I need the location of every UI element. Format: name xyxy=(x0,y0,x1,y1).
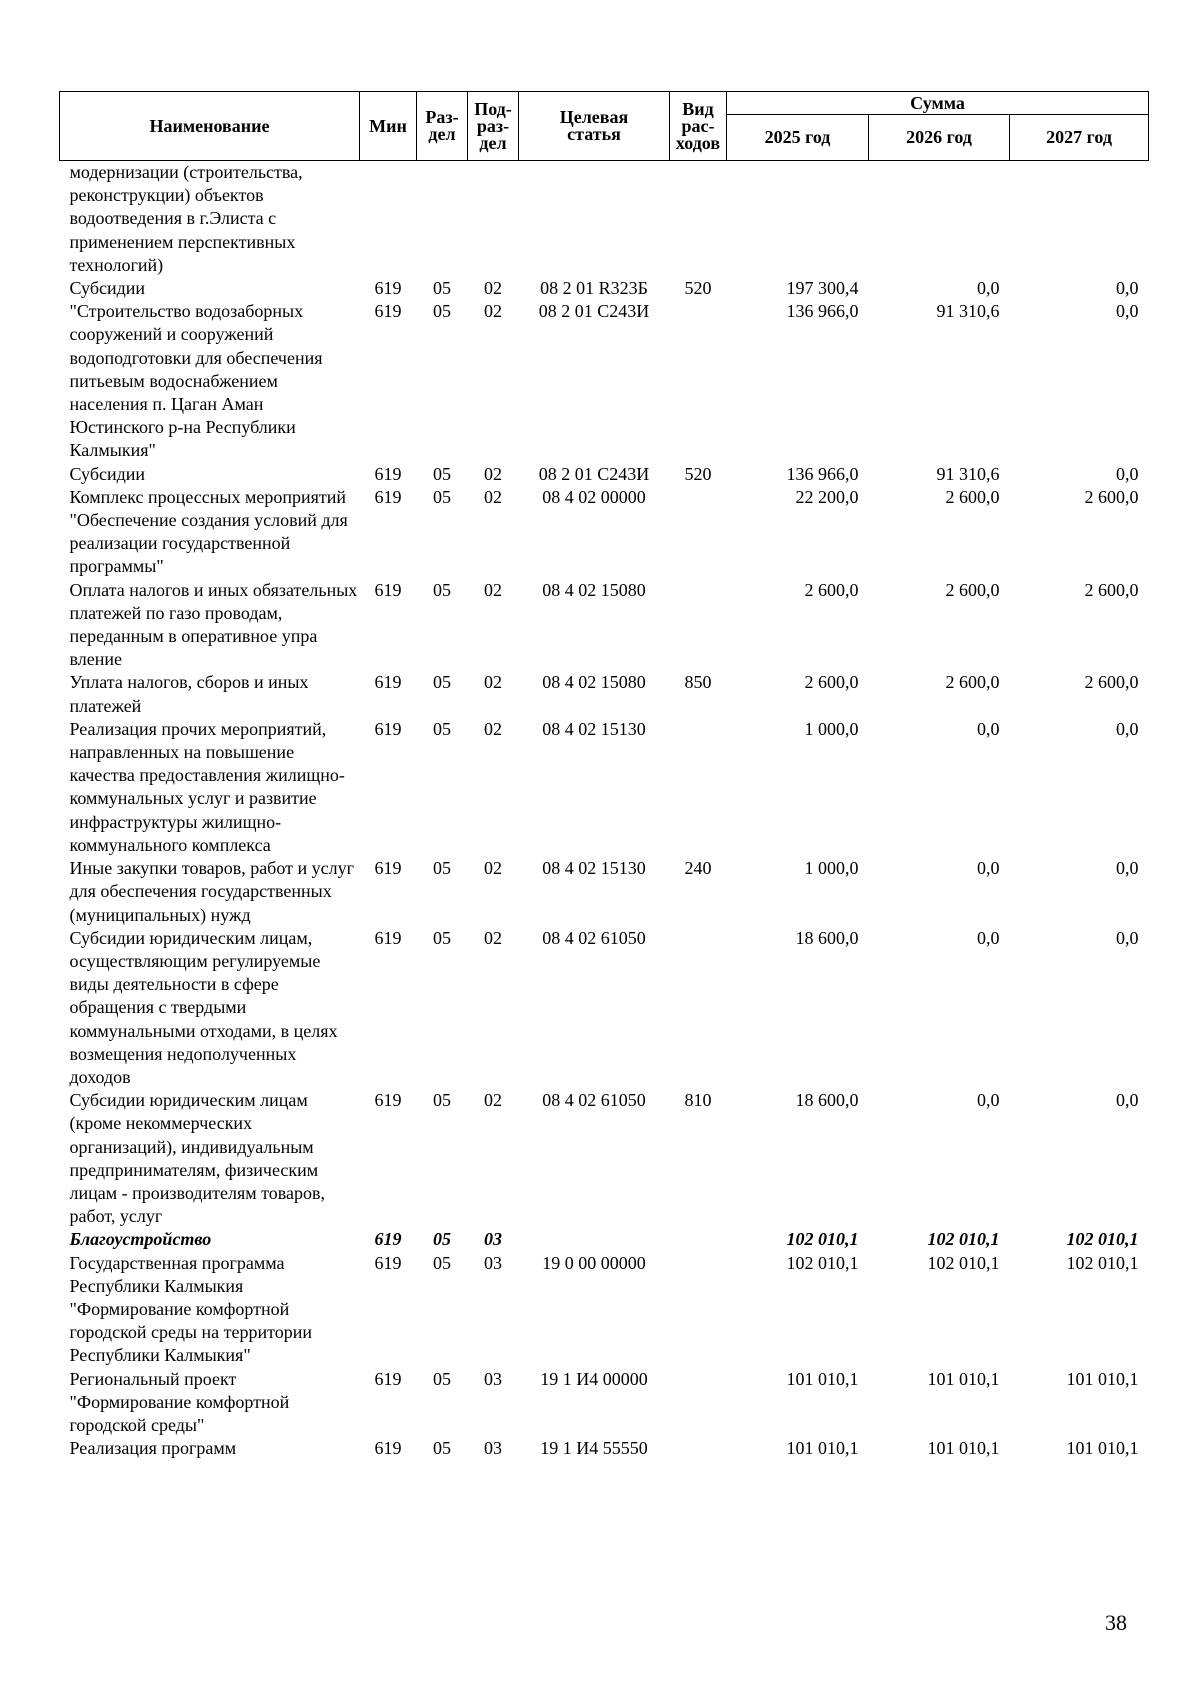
row-podrazdel: 02 xyxy=(484,278,502,299)
row-min: 619 xyxy=(374,463,402,484)
header-min: Мин xyxy=(360,92,417,161)
row-name: Субсидии xyxy=(69,278,146,299)
header-podrazdel: Под- раз- дел xyxy=(468,92,519,161)
row-vid: 520 xyxy=(684,463,712,484)
continuation-text: модернизации (строительства, реконструкции) объектов водоотведения в г.Элиста с применением перспективных технологий) xyxy=(69,162,303,275)
row-razdel: 05 xyxy=(433,1229,451,1250)
row-target: 08 4 02 61050 xyxy=(542,927,646,948)
row-name: Реализация программ xyxy=(69,1438,237,1459)
row-name: Комплекс процессных мероприятий "Обеспечение создания условий для реализации государственной программы" xyxy=(69,486,348,577)
row-vid xyxy=(670,1228,727,1251)
row-min: 619 xyxy=(374,1252,402,1273)
row-podrazdel: 03 xyxy=(484,1252,502,1273)
header-target: Целевая статья xyxy=(519,92,670,161)
row-podrazdel: 02 xyxy=(484,486,502,507)
row-podrazdel: 03 xyxy=(484,1438,502,1459)
header-year-2026: 2026 год xyxy=(869,115,1010,161)
row-name: Уплата налогов, сборов и иных платежей xyxy=(69,672,309,716)
row-min: 619 xyxy=(374,1438,402,1459)
row-target xyxy=(519,1228,670,1251)
header-year-2027: 2027 год xyxy=(1010,115,1149,161)
row-target: 08 2 01 R323Б xyxy=(540,278,648,299)
table-row xyxy=(60,1089,1149,1228)
row-podrazdel: 02 xyxy=(484,579,502,600)
row-sum-2027: 2 600,0 xyxy=(1084,579,1139,600)
row-sum-2026: 102 010,1 xyxy=(927,1252,1000,1273)
row-razdel: 05 xyxy=(433,927,451,948)
table-header xyxy=(60,92,1149,161)
row-razdel: 05 xyxy=(433,579,451,600)
row-name: Субсидии юридическим лицам (кроме некоммерческих организаций), индивидуальным предпринимателям, физическим лицам - производителям товаров, работ, услуг xyxy=(69,1090,326,1227)
row-razdel: 05 xyxy=(433,672,451,693)
page-number: 38 xyxy=(1105,1610,1127,1635)
row-sum-2027: 102 010,1 xyxy=(1066,1229,1139,1250)
table-row xyxy=(60,718,1149,857)
row-sum-2026: 91 310,6 xyxy=(936,301,1000,322)
row-min: 619 xyxy=(374,858,402,879)
row-min: 619 xyxy=(374,927,402,948)
row-target: 08 4 02 15130 xyxy=(542,718,646,739)
row-podrazdel: 02 xyxy=(484,463,502,484)
header-year-2025: 2025 год xyxy=(727,115,869,161)
row-sum-2027: 0,0 xyxy=(1116,463,1139,484)
row-target: 19 1 И4 00000 xyxy=(540,1368,648,1389)
row-sum-2025: 22 200,0 xyxy=(795,486,859,507)
table-row xyxy=(60,463,1149,486)
row-sum-2025: 18 600,0 xyxy=(795,927,859,948)
row-razdel: 05 xyxy=(433,1252,451,1273)
row-target: 08 4 02 15130 xyxy=(542,858,646,879)
row-sum-2026: 101 010,1 xyxy=(927,1438,1000,1459)
row-target: 08 4 02 15080 xyxy=(542,672,646,693)
row-sum-2025: 1 000,0 xyxy=(804,858,859,879)
row-sum-2027: 101 010,1 xyxy=(1066,1368,1139,1389)
row-vid xyxy=(670,718,727,857)
row-sum-2027: 0,0 xyxy=(1116,301,1139,322)
row-podrazdel: 02 xyxy=(484,927,502,948)
row-min: 619 xyxy=(374,486,402,507)
row-podrazdel: 02 xyxy=(484,1090,502,1111)
row-name: Государственная программа Республики Калмыкия "Формирование комфортной городской среды на территории Республики Калмыкия" xyxy=(69,1252,313,1366)
row-min: 619 xyxy=(374,579,402,600)
row-sum-2025: 197 300,4 xyxy=(786,278,859,299)
row-razdel: 05 xyxy=(433,278,451,299)
row-sum-2026: 2 600,0 xyxy=(945,672,1000,693)
row-sum-2025: 101 010,1 xyxy=(786,1438,859,1459)
row-name: Иные закупки товаров, работ и услуг для обеспечения государственных (муниципальных) нужд xyxy=(69,858,354,925)
row-podrazdel: 02 xyxy=(484,718,502,739)
row-vid xyxy=(670,1368,727,1438)
row-name: "Строительство водозаборных сооружений и сооружений водоподготовки для обеспечения питьевым водоснабжением населения п. Цаган Аман Юстинского р-на Республики Калмыкия" xyxy=(69,301,323,461)
row-podrazdel: 02 xyxy=(484,301,502,322)
row-min: 619 xyxy=(374,301,402,322)
row-sum-2026: 101 010,1 xyxy=(927,1368,1000,1389)
row-min: 619 xyxy=(374,1368,402,1389)
row-sum-2026: 2 600,0 xyxy=(945,486,1000,507)
row-vid: 520 xyxy=(684,278,712,299)
row-sum-2027: 0,0 xyxy=(1116,927,1139,948)
row-target: 08 4 02 15080 xyxy=(542,579,646,600)
row-target: 08 2 01 С243И xyxy=(538,463,650,484)
row-min: 619 xyxy=(374,1229,402,1250)
row-sum-2027: 2 600,0 xyxy=(1084,672,1139,693)
table-row xyxy=(60,857,1149,927)
row-name: Реализация прочих мероприятий, направленных на повышение качества предоставления жилищно-коммунальных услуг и развитие инфраструктуры жилищно-коммунального комплекса xyxy=(69,718,345,855)
table-row xyxy=(60,486,1149,579)
row-vid: 850 xyxy=(684,672,712,693)
row-podrazdel: 03 xyxy=(484,1368,502,1389)
row-target: 19 0 00 00000 xyxy=(542,1252,646,1273)
row-podrazdel: 03 xyxy=(484,1229,502,1250)
row-sum-2025: 2 600,0 xyxy=(804,672,859,693)
row-vid xyxy=(670,927,727,1089)
row-sum-2026: 0,0 xyxy=(977,718,1000,739)
row-sum-2027: 102 010,1 xyxy=(1066,1252,1139,1273)
row-sum-2025: 101 010,1 xyxy=(786,1368,859,1389)
row-razdel: 05 xyxy=(433,1438,451,1459)
row-razdel: 05 xyxy=(433,486,451,507)
row-vid xyxy=(670,300,727,462)
header-vid: Вид рас- ходов xyxy=(670,92,727,161)
table-row xyxy=(60,1252,1149,1368)
row-sum-2027: 0,0 xyxy=(1116,718,1139,739)
row-sum-2025: 102 010,1 xyxy=(786,1229,859,1250)
row-sum-2027: 101 010,1 xyxy=(1066,1438,1139,1459)
row-sum-2026: 0,0 xyxy=(977,278,1000,299)
row-sum-2026: 0,0 xyxy=(977,927,1000,948)
row-sum-2026: 102 010,1 xyxy=(927,1229,1000,1250)
row-name: Субсидии xyxy=(69,463,146,484)
row-vid: 240 xyxy=(684,858,712,879)
row-razdel: 05 xyxy=(433,1090,451,1111)
table-row xyxy=(60,300,1149,462)
row-sum-2026: 0,0 xyxy=(977,1090,1000,1111)
table-row xyxy=(60,927,1149,1089)
row-min: 619 xyxy=(374,278,402,299)
budget-table xyxy=(59,91,1149,1460)
row-target: 19 1 И4 55550 xyxy=(540,1438,648,1459)
row-name: Благоустройство xyxy=(69,1229,212,1250)
table-row xyxy=(60,1368,1149,1438)
row-min: 619 xyxy=(374,1090,402,1111)
header-name: Наименование xyxy=(60,92,360,161)
row-podrazdel: 02 xyxy=(484,672,502,693)
continuation-row xyxy=(60,161,1149,278)
row-sum-2027: 0,0 xyxy=(1116,278,1139,299)
row-razdel: 05 xyxy=(433,718,451,739)
row-sum-2027: 2 600,0 xyxy=(1084,486,1139,507)
row-name: Региональный проект "Формирование комфортной городской среды" xyxy=(69,1368,290,1435)
row-name: Оплата налогов и иных обязательных платежей по газо проводам, переданным в оперативное упра вление xyxy=(69,579,358,670)
row-vid xyxy=(670,486,727,579)
table-row xyxy=(60,579,1149,672)
row-target: 08 2 01 С243И xyxy=(538,301,650,322)
row-target: 08 4 02 61050 xyxy=(542,1090,646,1111)
table-row xyxy=(60,277,1149,300)
table-row xyxy=(60,1228,1149,1251)
table-row xyxy=(60,671,1149,717)
row-razdel: 05 xyxy=(433,858,451,879)
row-target: 08 4 02 00000 xyxy=(542,486,646,507)
row-vid xyxy=(670,579,727,672)
row-sum-2025: 136 966,0 xyxy=(786,463,859,484)
row-razdel: 05 xyxy=(433,1368,451,1389)
row-vid: 810 xyxy=(684,1090,712,1111)
budget-table-sheet xyxy=(59,91,1148,1460)
row-razdel: 05 xyxy=(433,301,451,322)
row-min: 619 xyxy=(374,718,402,739)
row-podrazdel: 02 xyxy=(484,858,502,879)
row-sum-2026: 91 310,6 xyxy=(936,463,1000,484)
row-sum-2025: 18 600,0 xyxy=(795,1090,859,1111)
row-name: Субсидии юридическим лицам, осуществляющим регулируемые виды деятельности в сфере обращения с твердыми коммунальными отходами, в целях возмещения недополученных доходов xyxy=(69,927,338,1087)
row-razdel: 05 xyxy=(433,463,451,484)
row-sum-2025: 1 000,0 xyxy=(804,718,859,739)
row-min: 619 xyxy=(374,672,402,693)
row-sum-2026: 2 600,0 xyxy=(945,579,1000,600)
table-row xyxy=(60,1437,1149,1460)
header-razdel: Раз- дел xyxy=(417,92,468,161)
row-sum-2027: 0,0 xyxy=(1116,858,1139,879)
table-body xyxy=(60,161,1149,1461)
row-sum-2025: 2 600,0 xyxy=(804,579,859,600)
row-vid xyxy=(670,1252,727,1368)
row-sum-2026: 0,0 xyxy=(977,858,1000,879)
row-sum-2025: 102 010,1 xyxy=(786,1252,859,1273)
row-sum-2025: 136 966,0 xyxy=(786,301,859,322)
header-summa: Сумма xyxy=(727,92,1149,115)
row-sum-2027: 0,0 xyxy=(1116,1090,1139,1111)
row-vid xyxy=(670,1437,727,1460)
